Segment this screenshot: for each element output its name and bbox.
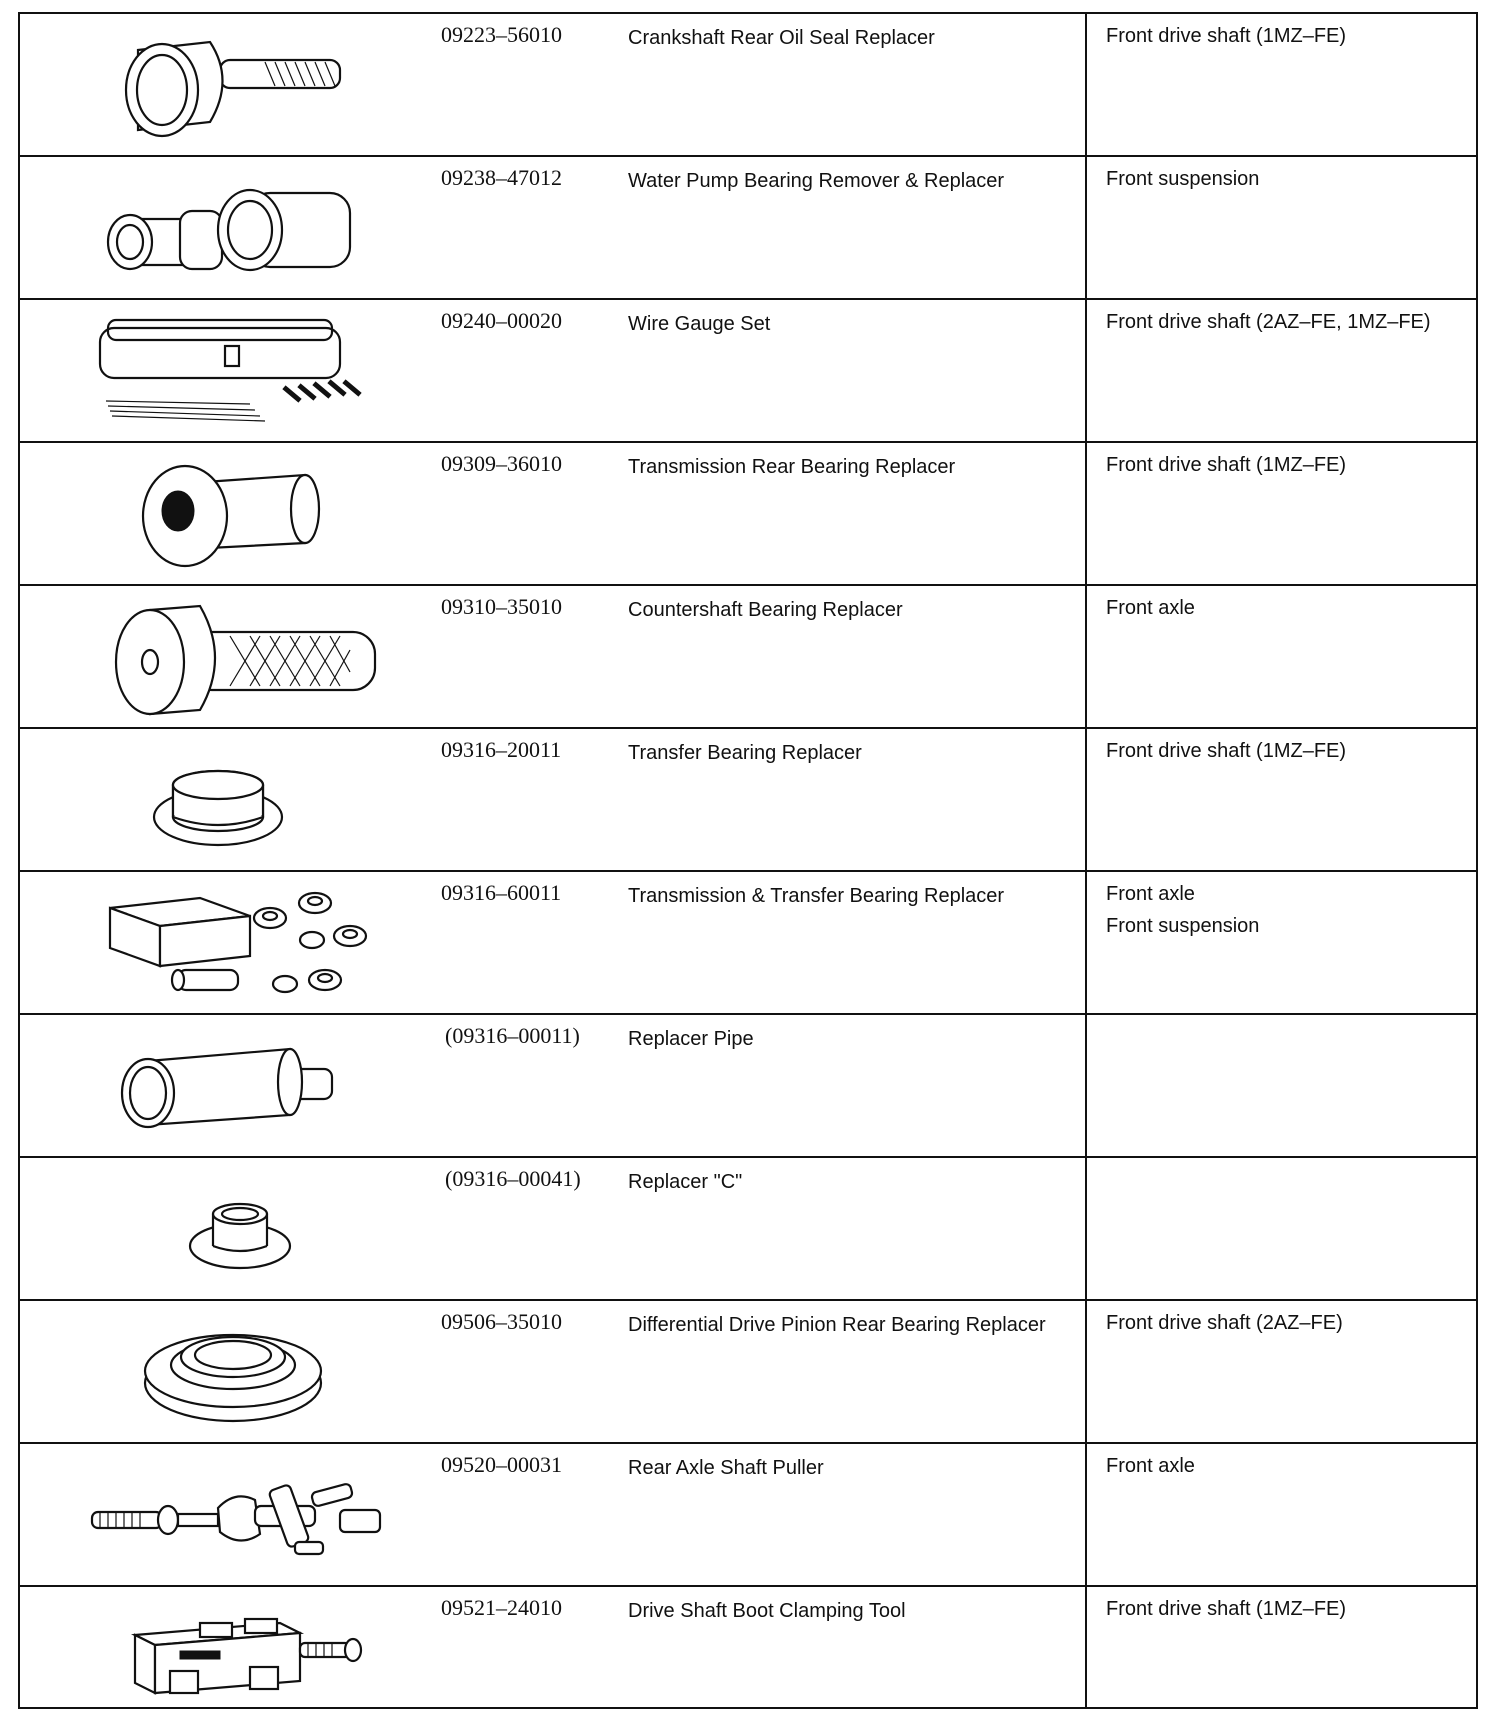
part-number: 09316–20011: [441, 737, 562, 762]
replacer-kit-icon: [50, 878, 420, 1008]
part-number: 09520–00031: [441, 1452, 562, 1477]
table-row: [20, 1301, 1476, 1444]
tool-description: Drive Shaft Boot Clamping Tool: [628, 1600, 906, 1622]
knurled-replacer-icon: [50, 592, 420, 722]
column-divider: [1085, 1158, 1087, 1299]
axle-shaft-puller-icon: [50, 1450, 420, 1580]
table-row: [20, 586, 1476, 729]
part-number: 09238–47012: [441, 165, 562, 190]
usage-cell: [1106, 735, 1474, 767]
part-number: 09240–00020: [441, 308, 562, 333]
tool-description: Crankshaft Rear Oil Seal Replacer: [628, 27, 935, 49]
usage-text: Front axle: [1106, 597, 1195, 619]
usage-cell: [1106, 20, 1474, 52]
column-divider: [1085, 1444, 1087, 1585]
usage-text: Front drive shaft (2AZ–FE): [1106, 1312, 1343, 1334]
column-divider: [1085, 586, 1087, 727]
tool-description: Transmission & Transfer Bearing Replacer: [628, 885, 1005, 907]
flanged-replacer-icon: [50, 735, 420, 865]
part-number: 09506–35010: [441, 1309, 562, 1334]
column-divider: [1085, 443, 1087, 584]
part-number: 09309–36010: [441, 451, 562, 476]
table-row: [20, 1158, 1476, 1301]
table-row: [20, 1444, 1476, 1587]
usage-text: Front drive shaft (1MZ–FE): [1106, 1598, 1347, 1620]
pinion-bearing-replacer-icon: [50, 1307, 420, 1437]
table-row: [20, 872, 1476, 1015]
usage-cell: [1106, 1307, 1474, 1339]
usage-cell: [1106, 878, 1474, 942]
usage-text: Front suspension: [1106, 168, 1260, 190]
part-number: 09521–24010: [441, 1595, 562, 1620]
tool-description: Rear Axle Shaft Puller: [628, 1457, 824, 1479]
table-row: [20, 157, 1476, 300]
usage-text: Front drive shaft (1MZ–FE): [1106, 25, 1347, 47]
column-divider: [1085, 1301, 1087, 1442]
usage-text: Front suspension: [1106, 915, 1260, 937]
part-number: 09223–56010: [441, 22, 562, 47]
table-row: [20, 1587, 1476, 1707]
part-number: 09316–60011: [441, 880, 562, 905]
column-divider: [1085, 1587, 1087, 1707]
usage-cell: [1106, 306, 1474, 338]
tool-description: Countershaft Bearing Replacer: [628, 599, 903, 621]
usage-text: Front drive shaft (2AZ–FE, 1MZ–FE): [1106, 311, 1431, 333]
bearing-replacer-icon: [50, 449, 420, 579]
oil-seal-replacer-icon: [50, 20, 420, 150]
tool-description: Replacer "C": [628, 1171, 743, 1193]
tool-description: Wire Gauge Set: [628, 313, 771, 335]
column-divider: [1085, 300, 1087, 441]
usage-cell: [1106, 163, 1474, 195]
part-number: (09316–00041): [445, 1166, 581, 1191]
tool-description: Replacer Pipe: [628, 1028, 754, 1050]
part-number: (09316–00011): [445, 1023, 580, 1048]
column-divider: [1085, 14, 1087, 155]
bearing-remover-set-icon: [50, 163, 420, 293]
tool-description: Water Pump Bearing Remover & Replacer: [628, 170, 1005, 192]
wire-gauge-set-icon: [50, 306, 420, 436]
column-divider: [1085, 872, 1087, 1013]
table-row: [20, 300, 1476, 443]
table-row: [20, 729, 1476, 872]
usage-cell: [1106, 449, 1474, 481]
usage-text: Front axle: [1106, 883, 1195, 905]
column-divider: [1085, 1015, 1087, 1156]
column-divider: [1085, 729, 1087, 870]
table-row: [20, 443, 1476, 586]
part-number: 09310–35010: [441, 594, 562, 619]
tool-description: Differential Drive Pinion Rear Bearing Replacer: [628, 1314, 1046, 1336]
usage-text: Front drive shaft (1MZ–FE): [1106, 740, 1347, 762]
usage-text: Front axle: [1106, 1455, 1195, 1477]
usage-cell: [1106, 1450, 1474, 1482]
tool-description: Transfer Bearing Replacer: [628, 742, 862, 764]
special-service-tools-table: [18, 12, 1478, 1709]
table-row: [20, 14, 1476, 157]
replacer-c-icon: [50, 1164, 420, 1294]
replacer-pipe-icon: [50, 1021, 420, 1151]
tool-description: Transmission Rear Bearing Replacer: [628, 456, 956, 478]
table-row: [20, 1015, 1476, 1158]
usage-cell: [1106, 1593, 1474, 1625]
column-divider: [1085, 157, 1087, 298]
usage-cell: [1106, 592, 1474, 624]
usage-text: Front drive shaft (1MZ–FE): [1106, 454, 1347, 476]
boot-clamping-tool-icon: [50, 1593, 420, 1723]
